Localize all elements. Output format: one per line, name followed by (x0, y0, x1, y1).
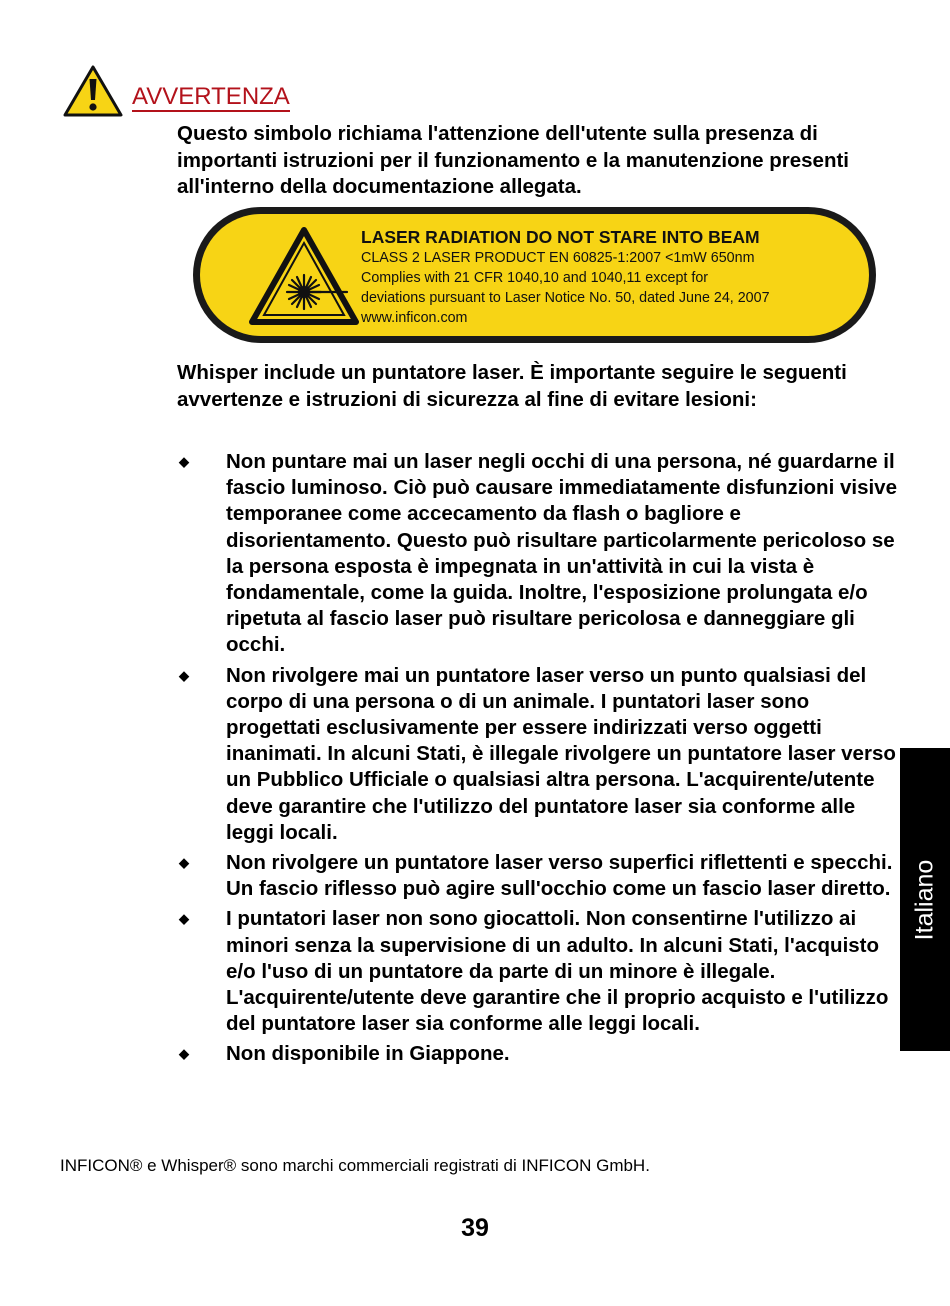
laser-label-line: Complies with 21 CFR 1040,10 and 1040,11 except for (361, 270, 709, 286)
list-item (177, 850, 897, 902)
diamond-bullet-icon: ◆ (179, 667, 189, 683)
list-item (177, 1041, 897, 1067)
laser-warning-label (193, 207, 876, 343)
warning-intro-text: Questo simbolo richiama l'attenzione dell'utente sulla presenza di importanti istruzioni per il funzionamento e la manutenzione presenti all'interno della documentazione allegata. (177, 122, 850, 198)
list-item-text: Non rivolgere un puntatore laser verso superfici riflettenti e specchi. Un fascio riflesso può agire sull'occhio come un fascio laser diretto. (226, 851, 893, 901)
diamond-bullet-icon: ◆ (179, 911, 189, 927)
laser-label-line: CLASS 2 LASER PRODUCT EN 60825-1:2007 <1mW 650nm (361, 250, 755, 266)
safety-instructions-list (177, 449, 897, 1072)
laser-label-line: www.inficon.com (361, 310, 468, 326)
lead-paragraph: Whisper include un puntatore laser. È importante seguire le seguenti avvertenze e istruzioni di sicurezza al fine di evitare lesioni: (177, 361, 847, 411)
trademark-note: INFICON® e Whisper® sono marchi commerciali registrati di INFICON GmbH. (60, 1156, 650, 1175)
list-item (177, 906, 897, 1037)
laser-label-line: deviations pursuant to Laser Notice No. 50, dated June 24, 2007 (361, 290, 770, 306)
laser-hazard-icon (249, 227, 359, 325)
page-number: 39 (461, 1214, 489, 1242)
warning-triangle-icon (62, 64, 124, 118)
list-item (177, 663, 897, 846)
diamond-bullet-icon: ◆ (179, 1046, 189, 1062)
laser-label-heading: LASER RADIATION DO NOT STARE INTO BEAM (361, 227, 760, 247)
language-side-tab (900, 748, 950, 1051)
list-item (177, 449, 897, 659)
list-item-text: Non rivolgere mai un puntatore laser verso un punto qualsiasi del corpo di una persona o di un animale. I puntatori laser sono progettati esclusivamente per essere indirizzati verso oggetti inanimati. In alcuni Stati, è illegale rivolgere un puntatore laser verso un Pubblico Ufficiale o qualsiasi altra persona. L'acquirente/utente deve garantire che l'utilizzo del puntatore laser sia conforme alle leggi locali. (226, 663, 896, 844)
diamond-bullet-icon: ◆ (179, 855, 189, 871)
warning-title: AVVERTENZA (132, 83, 290, 110)
list-item-text: I puntatori laser non sono giocattoli. Non consentirne l'utilizzo ai minori senza la supervisione di un adulto. In alcuni Stati, l'acquisto e/o l'uso di un puntatore da parte di un minore è illegale. L'acquirente/utente deve garantire che il proprio acquisto e l'utilizzo del puntatore laser sia conforme alle leggi locali. (226, 907, 889, 1036)
diamond-bullet-icon: ◆ (179, 454, 189, 469)
language-tab-label: Italiano (910, 859, 939, 940)
list-item-text: Non puntare mai un laser negli occhi di una persona, né guardarne il fascio luminoso. Ciò può causare immediatamente disfunzioni visive temporanee come accecamento da flash o bagliore e disorientamento. Questo può risultare particolarmente pericoloso se la persona esposta è impegnata in un'attività in cui la vista è fondamentale, come la guida. Inoltre, l'esposizione prolungata e/o ripetuta al fascio laser può risultare pericolosa e danneggiare gli occhi. (226, 450, 897, 657)
list-item-text: Non disponibile in Giappone. (226, 1042, 510, 1066)
